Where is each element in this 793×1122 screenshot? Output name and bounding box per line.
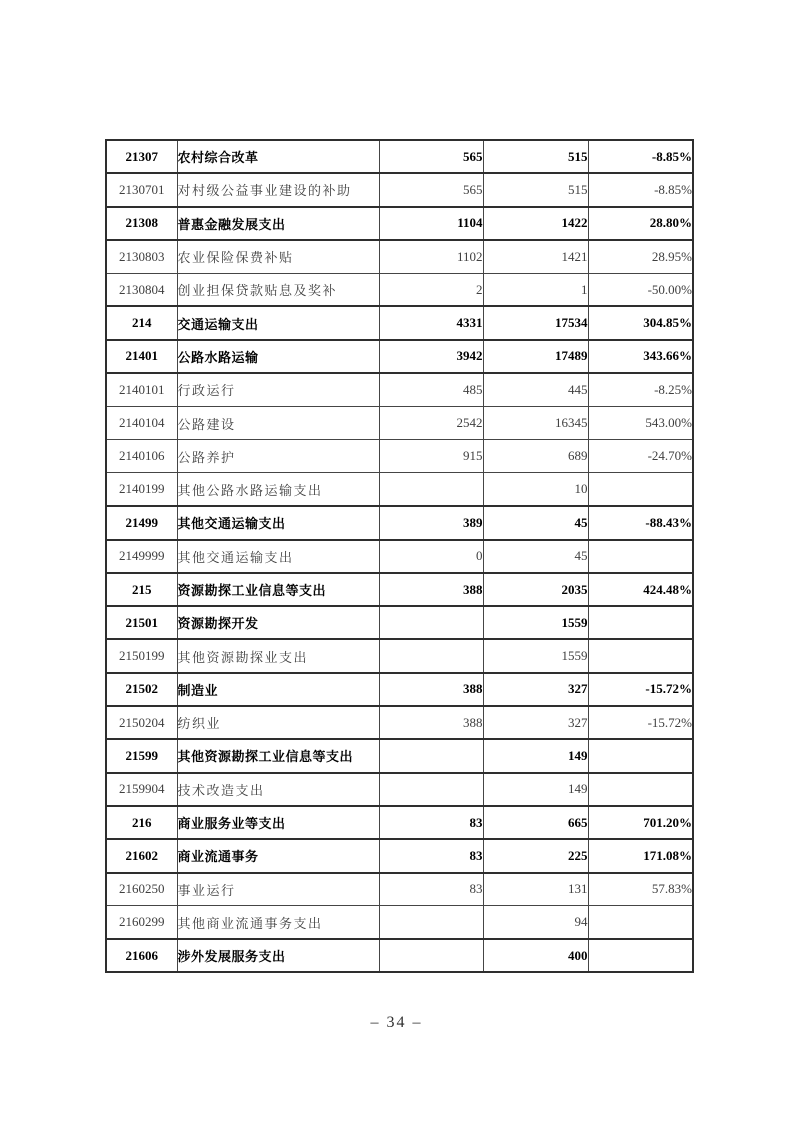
cell-name: 资源勘探工业信息等支出: [177, 573, 379, 606]
cell-pct: [588, 473, 693, 506]
table-row: [106, 540, 693, 573]
table-row: [106, 240, 693, 273]
cell-v2: 1559: [483, 606, 588, 639]
table-row: [106, 706, 693, 739]
cell-v1: [379, 639, 483, 672]
cell-code: 21602: [106, 839, 177, 872]
cell-v2: 17534: [483, 306, 588, 339]
cell-pct: [588, 773, 693, 806]
cell-name: 制造业: [177, 673, 379, 706]
cell-v1: 1104: [379, 207, 483, 240]
cell-v2: 149: [483, 773, 588, 806]
cell-v1: 83: [379, 873, 483, 906]
cell-name: 公路水路运输: [177, 340, 379, 373]
cell-pct: -8.85%: [588, 140, 693, 173]
cell-v1: 388: [379, 706, 483, 739]
cell-code: 2140104: [106, 406, 177, 439]
cell-name: 涉外发展服务支出: [177, 939, 379, 972]
table-row: [106, 639, 693, 672]
cell-code: 21599: [106, 739, 177, 772]
cell-v2: 2035: [483, 573, 588, 606]
cell-v1: 83: [379, 806, 483, 839]
cell-code: 21502: [106, 673, 177, 706]
cell-name: 农业保险保费补贴: [177, 240, 379, 273]
cell-v1: [379, 773, 483, 806]
cell-v2: 1: [483, 273, 588, 306]
cell-code: 2149999: [106, 540, 177, 573]
table-row: [106, 406, 693, 439]
table-row: [106, 773, 693, 806]
cell-name: 资源勘探开发: [177, 606, 379, 639]
cell-v2: 689: [483, 440, 588, 473]
cell-name: 商业流通事务: [177, 839, 379, 872]
cell-v1: 388: [379, 673, 483, 706]
cell-v2: 225: [483, 839, 588, 872]
cell-v1: [379, 939, 483, 972]
table-row: [106, 207, 693, 240]
cell-code: 2140101: [106, 373, 177, 406]
cell-pct: 701.20%: [588, 806, 693, 839]
cell-v1: 2: [379, 273, 483, 306]
table-row: [106, 173, 693, 206]
table-row: [106, 373, 693, 406]
cell-pct: [588, 606, 693, 639]
cell-v2: 400: [483, 939, 588, 972]
cell-code: 21501: [106, 606, 177, 639]
cell-pct: 343.66%: [588, 340, 693, 373]
table-row: [106, 573, 693, 606]
table-row: [106, 873, 693, 906]
cell-name: 其他公路水路运输支出: [177, 473, 379, 506]
cell-code: 216: [106, 806, 177, 839]
table-row: [106, 673, 693, 706]
cell-v2: 327: [483, 673, 588, 706]
cell-code: 21307: [106, 140, 177, 173]
cell-code: 2160299: [106, 906, 177, 939]
cell-code: 2140199: [106, 473, 177, 506]
page-number: – 34 –: [370, 1014, 423, 1031]
cell-pct: [588, 540, 693, 573]
cell-name: 交通运输支出: [177, 306, 379, 339]
cell-v1: [379, 606, 483, 639]
cell-pct: [588, 906, 693, 939]
cell-name: 商业服务业等支出: [177, 806, 379, 839]
table-row: [106, 473, 693, 506]
cell-code: 2150204: [106, 706, 177, 739]
cell-v1: [379, 473, 483, 506]
cell-v1: 83: [379, 839, 483, 872]
cell-v2: 1422: [483, 207, 588, 240]
cell-v2: 10: [483, 473, 588, 506]
cell-code: 21606: [106, 939, 177, 972]
cell-name: 事业运行: [177, 873, 379, 906]
cell-name: 其他商业流通事务支出: [177, 906, 379, 939]
cell-v2: 327: [483, 706, 588, 739]
cell-name: 创业担保贷款贴息及奖补: [177, 273, 379, 306]
cell-name: 公路养护: [177, 440, 379, 473]
cell-v1: 565: [379, 173, 483, 206]
table-row: [106, 806, 693, 839]
table-row: [106, 906, 693, 939]
cell-pct: -15.72%: [588, 706, 693, 739]
cell-name: 技术改造支出: [177, 773, 379, 806]
budget-table: [105, 139, 694, 973]
cell-pct: [588, 739, 693, 772]
cell-v2: 445: [483, 373, 588, 406]
cell-v1: [379, 739, 483, 772]
table-row: [106, 273, 693, 306]
cell-name: 其他交通运输支出: [177, 540, 379, 573]
cell-code: 2130701: [106, 173, 177, 206]
cell-name: 其他资源勘探工业信息等支出: [177, 739, 379, 772]
cell-v2: 131: [483, 873, 588, 906]
cell-v1: 1102: [379, 240, 483, 273]
cell-pct: 57.83%: [588, 873, 693, 906]
table-row: [106, 606, 693, 639]
table-row: [106, 306, 693, 339]
table-row: [106, 506, 693, 539]
cell-name: 其他交通运输支出: [177, 506, 379, 539]
cell-v2: 45: [483, 506, 588, 539]
budget-table-body: [106, 140, 693, 972]
cell-code: 2160250: [106, 873, 177, 906]
cell-v1: 388: [379, 573, 483, 606]
cell-v2: 515: [483, 140, 588, 173]
cell-pct: [588, 939, 693, 972]
cell-v1: 485: [379, 373, 483, 406]
cell-pct: -50.00%: [588, 273, 693, 306]
cell-v1: 2542: [379, 406, 483, 439]
cell-v1: [379, 906, 483, 939]
cell-v2: 515: [483, 173, 588, 206]
cell-pct: 171.08%: [588, 839, 693, 872]
cell-name: 公路建设: [177, 406, 379, 439]
cell-pct: 424.48%: [588, 573, 693, 606]
cell-name: 对村级公益事业建设的补助: [177, 173, 379, 206]
cell-code: 21308: [106, 207, 177, 240]
cell-v2: 665: [483, 806, 588, 839]
cell-v1: 0: [379, 540, 483, 573]
cell-pct: -8.25%: [588, 373, 693, 406]
cell-v1: 565: [379, 140, 483, 173]
cell-v1: 915: [379, 440, 483, 473]
cell-v2: 1559: [483, 639, 588, 672]
cell-v1: 4331: [379, 306, 483, 339]
cell-v2: 1421: [483, 240, 588, 273]
cell-pct: 543.00%: [588, 406, 693, 439]
cell-code: 214: [106, 306, 177, 339]
cell-code: 2130804: [106, 273, 177, 306]
cell-code: 2150199: [106, 639, 177, 672]
cell-name: 普惠金融发展支出: [177, 207, 379, 240]
cell-v2: 45: [483, 540, 588, 573]
table-row: [106, 839, 693, 872]
table-row: [106, 440, 693, 473]
cell-code: 215: [106, 573, 177, 606]
cell-v2: 17489: [483, 340, 588, 373]
cell-v2: 149: [483, 739, 588, 772]
cell-pct: [588, 639, 693, 672]
cell-pct: -24.70%: [588, 440, 693, 473]
cell-name: 农村综合改革: [177, 140, 379, 173]
table-row: [106, 140, 693, 173]
table-row: [106, 739, 693, 772]
cell-code: 21401: [106, 340, 177, 373]
cell-name: 行政运行: [177, 373, 379, 406]
cell-name: 其他资源勘探业支出: [177, 639, 379, 672]
cell-code: 21499: [106, 506, 177, 539]
table-row: [106, 939, 693, 972]
cell-pct: 304.85%: [588, 306, 693, 339]
cell-v2: 16345: [483, 406, 588, 439]
cell-code: 2130803: [106, 240, 177, 273]
cell-name: 纺织业: [177, 706, 379, 739]
cell-pct: -88.43%: [588, 506, 693, 539]
cell-pct: -8.85%: [588, 173, 693, 206]
cell-v1: 3942: [379, 340, 483, 373]
cell-code: 2159904: [106, 773, 177, 806]
cell-pct: -15.72%: [588, 673, 693, 706]
cell-v1: 389: [379, 506, 483, 539]
cell-pct: 28.95%: [588, 240, 693, 273]
cell-pct: 28.80%: [588, 207, 693, 240]
table-row: [106, 340, 693, 373]
cell-code: 2140106: [106, 440, 177, 473]
cell-v2: 94: [483, 906, 588, 939]
